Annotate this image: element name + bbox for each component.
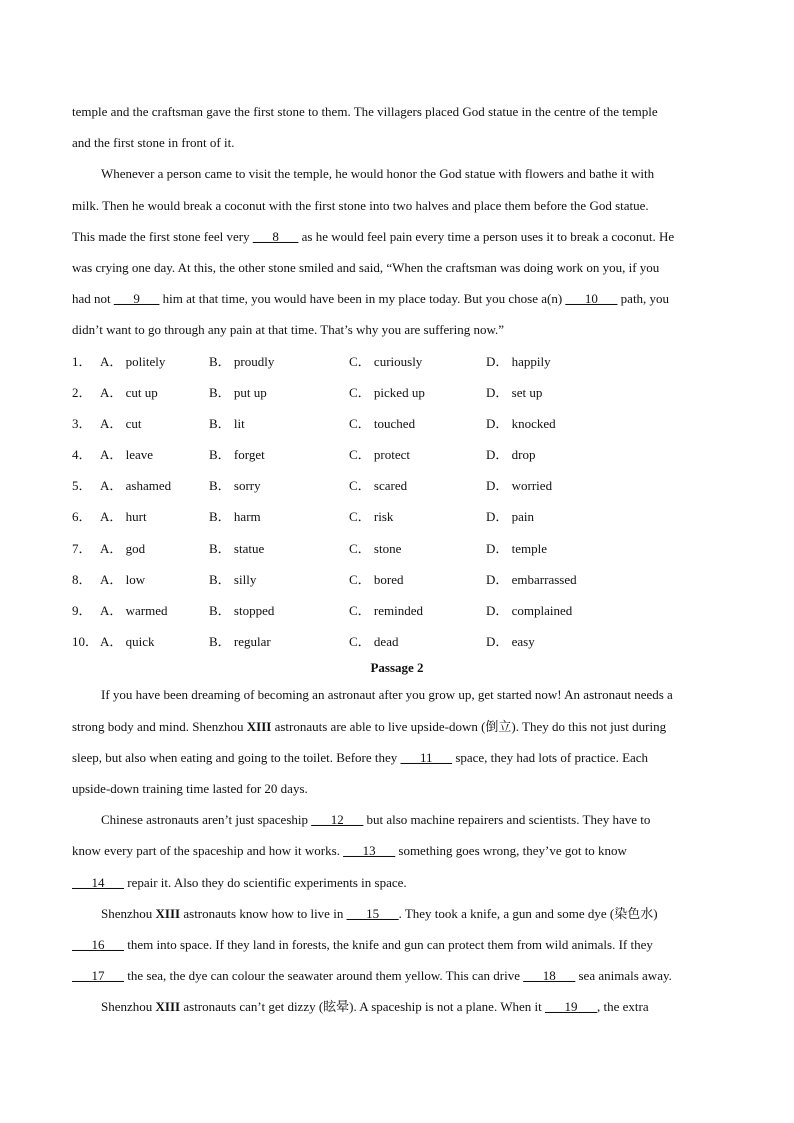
question-row bbox=[72, 564, 722, 595]
option-b[interactable]: B． put up bbox=[209, 384, 267, 400]
options-list bbox=[72, 346, 722, 658]
option-a[interactable]: A． cut up bbox=[100, 384, 158, 400]
question-number: 8． bbox=[72, 571, 92, 587]
passage2-line: If you have been dreaming of becoming an astronaut after you grow up, get started now! An astronaut needs a bbox=[101, 687, 673, 703]
question-number: 9． bbox=[72, 603, 92, 618]
option-b[interactable]: B． forget bbox=[209, 447, 265, 463]
roman-numeral: XIII bbox=[155, 999, 181, 1015]
text: as he would feel pain every time a person uses it to break a coconut. He bbox=[298, 228, 675, 244]
passage2-line bbox=[72, 867, 722, 898]
question-row bbox=[72, 470, 722, 501]
blank-12[interactable]: ___12___ bbox=[311, 812, 364, 828]
text: the sea, the dye can colour the seawater around them yellow. This can drive bbox=[124, 968, 524, 984]
text: sea animals away. bbox=[575, 968, 672, 984]
option-b[interactable]: B． proudly bbox=[209, 353, 275, 369]
text: Shenzhou bbox=[101, 905, 156, 921]
option-c[interactable]: C． stone bbox=[349, 540, 402, 556]
option-c[interactable]: C． picked up bbox=[349, 384, 425, 400]
question-row bbox=[72, 626, 722, 657]
option-d[interactable]: D． set up bbox=[486, 384, 543, 400]
passage2-line bbox=[72, 835, 722, 866]
blank-15[interactable]: ___15___ bbox=[346, 905, 399, 921]
roman-numeral: XIII bbox=[155, 905, 181, 921]
option-a[interactable]: A． hurt bbox=[100, 509, 147, 525]
passage1-line-4: milk. Then he would break a coconut with the first stone into two halves and place them before the God statue. bbox=[72, 197, 649, 213]
passage2-line: upside-down training time lasted for 20 days. bbox=[72, 780, 308, 796]
text: know every part of the spaceship and how it works. bbox=[72, 843, 344, 859]
question-row bbox=[72, 377, 722, 408]
option-c[interactable]: C． curiously bbox=[349, 353, 423, 369]
option-a[interactable]: A． cut bbox=[100, 415, 142, 431]
blank-16[interactable]: ___16___ bbox=[72, 936, 124, 952]
text: path, you bbox=[617, 291, 670, 307]
text: astronauts know how to live in bbox=[180, 905, 347, 921]
text: had not bbox=[72, 291, 114, 307]
option-d[interactable]: D． easy bbox=[486, 634, 535, 650]
option-c[interactable]: C． bored bbox=[349, 571, 404, 587]
question-row bbox=[72, 346, 722, 377]
blank-19[interactable]: ___19___ bbox=[545, 999, 597, 1015]
passage1-line-7 bbox=[72, 283, 722, 314]
passage2-title: Passage 2 bbox=[370, 660, 424, 676]
passage2-line bbox=[72, 742, 722, 773]
option-d[interactable]: D． knocked bbox=[486, 415, 556, 431]
question-row bbox=[72, 595, 722, 626]
text: them into space. If they land in forests, the knife and gun can protect them from wild animals. If they bbox=[124, 936, 653, 952]
blank-13[interactable]: ___13___ bbox=[343, 843, 396, 859]
question-number: 6． bbox=[72, 509, 92, 525]
text: Chinese astronauts aren’t just spaceship bbox=[101, 812, 312, 828]
blank-9[interactable]: ___9___ bbox=[113, 291, 160, 307]
option-d[interactable]: D． embarrassed bbox=[486, 571, 577, 587]
blank-11[interactable]: ___11___ bbox=[400, 749, 453, 765]
option-d[interactable]: D． happily bbox=[486, 353, 551, 369]
text: but also machine repairers and scientists. They have to bbox=[363, 812, 651, 828]
question-number: 10． bbox=[72, 634, 99, 650]
text: him at that time, you would have been in my place today. But you chose a(n) bbox=[159, 291, 566, 307]
option-a[interactable]: A． warmed bbox=[100, 603, 168, 618]
roman-numeral: XIII bbox=[246, 718, 272, 734]
passage2-line bbox=[72, 804, 722, 835]
option-a[interactable]: A． quick bbox=[100, 634, 155, 650]
text: space, they had lots of practice. Each bbox=[452, 749, 649, 765]
question-number: 4． bbox=[72, 447, 92, 463]
passage2-line bbox=[72, 991, 722, 1022]
option-c[interactable]: C． dead bbox=[349, 634, 399, 650]
option-c[interactable]: C． reminded bbox=[349, 603, 424, 618]
option-a[interactable]: A． leave bbox=[100, 447, 154, 463]
passage1-line-2: and the first stone in front of it. bbox=[72, 135, 235, 151]
option-d[interactable]: D． pain bbox=[486, 509, 535, 525]
option-a[interactable]: A． god bbox=[100, 540, 146, 556]
document-page bbox=[72, 96, 722, 1022]
text: , the extra bbox=[597, 999, 649, 1015]
option-b[interactable]: B． silly bbox=[209, 571, 257, 587]
question-row bbox=[72, 408, 722, 439]
option-c[interactable]: C． risk bbox=[349, 509, 394, 525]
passage2-line bbox=[72, 898, 722, 929]
option-b[interactable]: B． lit bbox=[209, 415, 245, 431]
text: astronauts are able to live upside-down (倒立). They do this not just during bbox=[271, 718, 667, 734]
question-number: 2． bbox=[72, 384, 92, 400]
blank-18[interactable]: ___18___ bbox=[523, 968, 576, 984]
option-b[interactable]: B． sorry bbox=[209, 478, 261, 494]
question-row bbox=[72, 501, 722, 532]
option-c[interactable]: C． protect bbox=[349, 447, 411, 463]
question-number: 3． bbox=[72, 415, 92, 431]
blank-17[interactable]: ___17___ bbox=[72, 968, 124, 984]
option-a[interactable]: A． ashamed bbox=[100, 478, 172, 494]
option-a[interactable]: A． politely bbox=[100, 353, 166, 369]
text: strong body and mind. Shenzhou bbox=[72, 718, 247, 734]
text: something goes wrong, they’ve got to know bbox=[395, 843, 627, 859]
text: This made the first stone feel very bbox=[72, 228, 253, 244]
passage1-line-6: was crying one day. At this, the other stone smiled and said, “When the craftsman was doing work on you, if you bbox=[72, 259, 660, 275]
option-d[interactable]: D． drop bbox=[486, 447, 536, 463]
blank-8[interactable]: ___8___ bbox=[252, 228, 299, 244]
option-d[interactable]: D． temple bbox=[486, 540, 548, 556]
blank-10[interactable]: ___10___ bbox=[565, 291, 618, 307]
option-d[interactable]: D． worried bbox=[486, 478, 553, 494]
option-b[interactable]: B． statue bbox=[209, 540, 265, 556]
passage2-line bbox=[72, 960, 722, 991]
question-number: 7． bbox=[72, 540, 92, 556]
text: . They took a knife, a gun and some dye (染色水) bbox=[398, 905, 658, 921]
passage1-line-5 bbox=[72, 221, 722, 252]
question-number: 1． bbox=[72, 353, 92, 369]
option-b[interactable]: B． regular bbox=[209, 634, 271, 650]
question-number: 5． bbox=[72, 478, 92, 494]
passage1-line-8: didn’t want to go through any pain at that time. That’s why you are suffering now.” bbox=[72, 322, 505, 338]
question-row bbox=[72, 533, 722, 564]
option-c[interactable]: C． touched bbox=[349, 415, 416, 431]
text: repair it. Also they do scientific experiments in space. bbox=[124, 874, 407, 890]
option-b[interactable]: B． harm bbox=[209, 509, 261, 525]
text: astronauts can’t get dizzy (眩晕). A spaceship is not a plane. When it bbox=[180, 999, 545, 1015]
passage2-line bbox=[72, 929, 722, 960]
text: sleep, but also when eating and going to the toilet. Before they bbox=[72, 749, 401, 765]
option-c[interactable]: C． scared bbox=[349, 478, 408, 494]
option-a[interactable]: A． low bbox=[100, 571, 146, 587]
passage1-line-1: temple and the craftsman gave the first stone to them. The villagers placed God statue in the centre of the temple bbox=[72, 104, 658, 119]
option-b[interactable]: B． stopped bbox=[209, 603, 275, 618]
passage2-line bbox=[72, 711, 722, 742]
passage1-line-3: Whenever a person came to visit the temple, he would honor the God statue with flowers and bathe it with bbox=[101, 166, 655, 182]
option-d[interactable]: D． complained bbox=[486, 603, 573, 618]
text: Shenzhou bbox=[101, 999, 156, 1015]
blank-14[interactable]: ___14___ bbox=[72, 874, 124, 890]
question-row bbox=[72, 439, 722, 470]
